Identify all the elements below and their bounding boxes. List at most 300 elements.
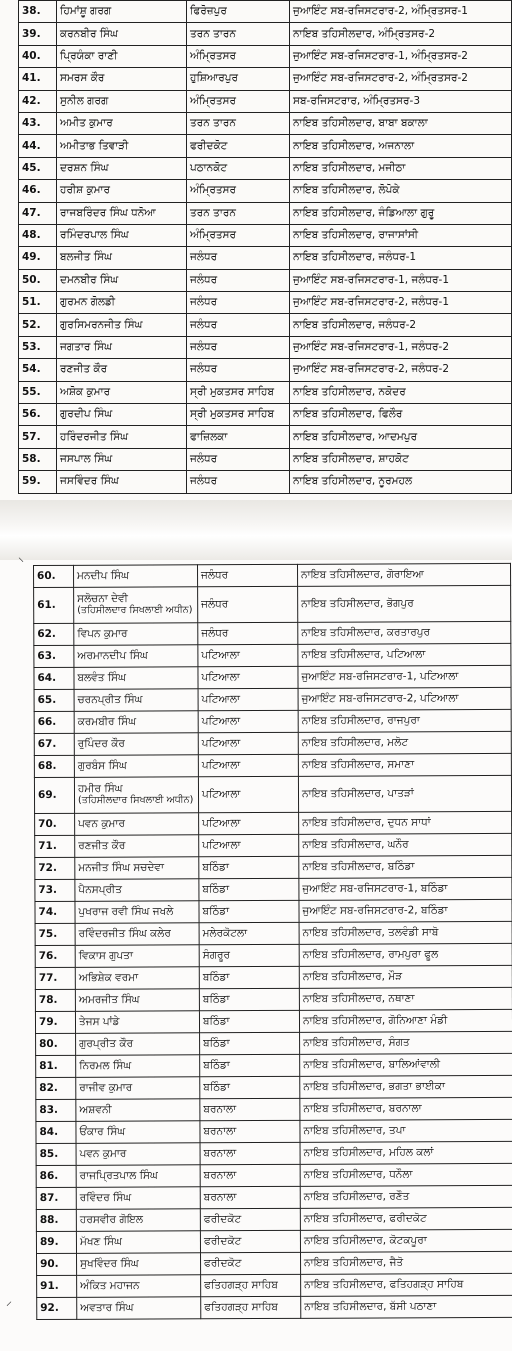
district-cell: ਫਤਿਹਗੜ੍ਹ ਸਾਹਿਬ xyxy=(201,1296,301,1318)
posting-table-page-1 xyxy=(18,0,512,494)
new-posting-cell: ਨਾਇਬ ਤਹਿਸੀਲਦਾਰ, ਭਗਤਾ ਭਾਈਕਾ xyxy=(300,1075,512,1098)
table-row xyxy=(19,292,512,314)
officer-name-cell xyxy=(74,689,198,712)
officer-name: ਦਰਸ਼ਨ ਸਿੰਘ xyxy=(60,161,109,174)
table-row xyxy=(36,1053,512,1077)
district-cell: ਅੰਮ੍ਰਿਤਸਰ xyxy=(187,180,290,202)
new-posting-cell: ਨਾਇਬ ਤਹਿਸੀਲਦਾਰ, ਬਠਿੰਡਾ xyxy=(299,855,512,878)
new-posting-cell: ਜੁਆਇੰਟ ਸਬ-ਰਜਿਸਟਰਾਰ-1, ਬਠਿੰਡਾ xyxy=(299,877,512,900)
new-posting-cell: ਨਾਇਬ ਤਹਿਸੀਲਦਾਰ, ਨਥਾਣਾ xyxy=(299,987,512,1010)
table-row xyxy=(19,471,512,493)
district-cell: ਜਲੰਧਰ xyxy=(198,564,298,586)
serial-number-cell: 81. xyxy=(36,1055,76,1077)
table-row xyxy=(19,1,512,23)
officer-name: ਰਾਜੀਵ ਕੁਮਾਰ xyxy=(79,1081,133,1094)
officer-name: ਪੁਖਰਾਜ ਰਵੀ ਸਿੰਘ ਜਖਲੇ xyxy=(78,905,174,918)
officer-name-cell xyxy=(77,1297,201,1320)
officer-name-cell xyxy=(74,565,198,588)
officer-name: ਗੁਰਪ੍ਰੀਤ ਕੌਰ xyxy=(79,1037,134,1050)
officer-name: ਸਮਰਸ ਕੌਰ xyxy=(60,72,105,85)
officer-name: ਚਰਨਪ੍ਰੀਤ ਸਿੰਘ xyxy=(77,693,143,706)
officer-name: ਅੰਕਿਤ ਮਹਾਜਨ xyxy=(80,1279,140,1292)
new-posting-cell: ਨਾਇਬ ਤਹਿਸੀਲਦਾਰ, ਮਲੋਟ xyxy=(298,731,511,754)
serial-number-cell: 69. xyxy=(34,777,74,813)
district-cell: ਹੁਸ਼ਿਆਰਪੁਰ xyxy=(187,68,290,90)
document-page-1 xyxy=(0,0,512,500)
officer-name-cell xyxy=(75,879,199,902)
table-row xyxy=(34,643,511,667)
table-row xyxy=(19,23,512,45)
serial-number-cell: 40. xyxy=(19,45,57,67)
new-posting-cell: ਨਾਇਬ ਤਹਿਸੀਲਦਾਰ, ਰਾਮਪੁਰਾ ਫੂਲ xyxy=(299,943,512,966)
new-posting-cell: ਨਾਇਬ ਤਹਿਸੀਲਦਾਰ, ਜੰਡਿਆਲਾ ਗੁਰੂ xyxy=(290,202,512,224)
serial-number-cell: 38. xyxy=(19,1,57,23)
table-row xyxy=(37,1273,512,1297)
district-cell: ਬਰਨਾਲਾ xyxy=(200,1164,300,1186)
table-row xyxy=(19,269,512,291)
officer-name-cell xyxy=(76,1187,200,1210)
table-row xyxy=(35,943,512,967)
officer-name-cell xyxy=(57,471,187,493)
officer-name: ਬਲਵੰਤ ਸਿੰਘ xyxy=(77,671,126,684)
district-cell: ਪਟਿਆਲਾ xyxy=(198,732,298,754)
table-row xyxy=(19,45,512,67)
table-row xyxy=(36,1229,512,1253)
table-row xyxy=(36,1163,512,1187)
pen-mark: ⸝ xyxy=(6,1294,13,1308)
officer-name: ਰਮਿੰਦਰਪਾਲ ਸਿੰਘ xyxy=(60,229,129,242)
officer-name-cell xyxy=(76,1077,200,1100)
officer-name-cell xyxy=(57,68,187,90)
serial-number-cell: 75. xyxy=(35,923,75,945)
serial-number-cell: 58. xyxy=(19,448,57,470)
officer-name-cell xyxy=(57,135,187,157)
officer-name: ਰਾਜਪ੍ਰਿਤਪਾਲ ਸਿੰਘ xyxy=(79,1169,158,1182)
new-posting-cell: ਨਾਇਬ ਤਹਿਸੀਲਦਾਰ, ਬੱਸੀ ਪਠਾਣਾ xyxy=(301,1295,512,1318)
serial-number-cell: 87. xyxy=(36,1187,76,1209)
serial-number-cell: 83. xyxy=(36,1099,76,1121)
district-cell: ਜਲੰਧਰ xyxy=(187,448,290,470)
officer-name: ਰਾਜਬਰਿੰਦਰ ਸਿੰਘ ਧਨੋਆ xyxy=(60,206,156,219)
district-cell: ਪਟਿਆਲਾ xyxy=(199,812,299,834)
table-row xyxy=(36,1141,512,1165)
district-cell: ਪਟਿਆਲਾ xyxy=(198,666,298,688)
officer-name-cell xyxy=(74,755,198,778)
officer-name: ਓਂਕਾਰ ਸਿੰਘ xyxy=(79,1125,126,1138)
new-posting-cell: ਨਾਇਬ ਤਹਿਸੀਲਦਾਰ, ਲੋਪੋਕੇ xyxy=(290,180,512,202)
officer-name-cell xyxy=(75,1011,199,1034)
officer-name-cell xyxy=(76,1143,200,1166)
new-posting-cell: ਨਾਇਬ ਤਹਿਸੀਲਦਾਰ, ਅਜਨਾਲਾ xyxy=(290,135,512,157)
officer-name-cell xyxy=(74,711,198,734)
district-cell: ਸ੍ਰੀ ਮੁਕਤਸਰ ਸਾਹਿਬ xyxy=(187,404,290,426)
officer-name-cell xyxy=(75,945,199,968)
new-posting-cell: ਨਾਇਬ ਤਹਿਸੀਲਦਾਰ, ਮੌੜ xyxy=(299,965,512,988)
new-posting-cell: ਨਾਇਬ ਤਹਿਸੀਲਦਾਰ, ਘਨੌਰ xyxy=(299,833,512,856)
district-cell: ਫਤਿਹਗੜ੍ਹ ਸਾਹਿਬ xyxy=(201,1274,301,1296)
new-posting-cell: ਨਾਇਬ ਤਹਿਸੀਲਦਾਰ, ਮਜੀਠਾ xyxy=(290,157,512,179)
officer-name: ਅਮਰਜੀਤ ਸਿੰਘ xyxy=(78,993,140,1006)
new-posting-cell: ਨਾਇਬ ਤਹਿਸੀਲਦਾਰ, ਫਰੀਦਕੋਟ xyxy=(300,1207,512,1230)
officer-name-cell xyxy=(57,269,187,291)
officer-name-cell xyxy=(76,1209,200,1232)
new-posting-cell: ਨਾਇਬ ਤਹਿਸੀਲਦਾਰ, ਸੰਗਤ xyxy=(300,1031,512,1054)
table-row xyxy=(19,247,512,269)
officer-name: ਅਵਤਾਰ ਸਿੰਘ xyxy=(80,1301,134,1314)
table-row xyxy=(35,899,512,923)
serial-number-cell: 51. xyxy=(19,292,57,314)
district-cell: ਪਟਿਆਲਾ xyxy=(198,776,298,812)
officer-name: ਪਵਨ ਕੁਮਾਰ xyxy=(78,817,125,830)
table-row xyxy=(19,381,512,403)
table-row xyxy=(19,336,512,358)
district-cell: ਫਿਰੋਜ਼ਪੁਰ xyxy=(187,1,290,23)
new-posting-cell: ਨਾਇਬ ਤਹਿਸੀਲਦਾਰ, ਕੋਟਕਪੂਰਾ xyxy=(300,1229,512,1252)
new-posting-cell: ਨਾਇਬ ਤਹਿਸੀਲਦਾਰ, ਰਾਜਾਸਾਂਸੀ xyxy=(290,224,512,246)
table-row xyxy=(19,359,512,381)
new-posting-cell: ਨਾਇਬ ਤਹਿਸੀਲਦਾਰ, ਤਲਵੰਡੀ ਸਾਬੋ xyxy=(299,921,512,944)
district-cell: ਫਰੀਦਕੋਟ xyxy=(187,135,290,157)
serial-number-cell: 61. xyxy=(34,587,74,623)
posting-table-body xyxy=(34,563,512,1319)
officer-name-cell xyxy=(57,157,187,179)
serial-number-cell: 80. xyxy=(36,1033,76,1055)
officer-name-cell xyxy=(57,247,187,269)
district-cell: ਪਟਿਆਲਾ xyxy=(198,754,298,776)
district-cell: ਬਠਿੰਡਾ xyxy=(200,1032,300,1054)
officer-name-cell xyxy=(74,623,198,646)
district-cell: ਪਠਾਨਕੋਟ xyxy=(187,157,290,179)
table-row xyxy=(34,563,511,587)
officer-name: ਰੁਪਿੰਦਰ ਕੌਰ xyxy=(77,737,125,750)
district-cell: ਫਰੀਦਕੋਟ xyxy=(200,1208,300,1230)
officer-name-cell xyxy=(74,667,198,690)
table-row xyxy=(34,621,511,645)
officer-name-cell xyxy=(57,381,187,403)
new-posting-cell: ਨਾਇਬ ਤਹਿਸੀਲਦਾਰ, ਸ਼ਾਹਕੋਟ xyxy=(290,448,512,470)
serial-number-cell: 64. xyxy=(34,667,74,689)
officer-name: ਅਸ਼ੋਕ ਕੁਮਾਰ xyxy=(60,385,111,398)
officer-name-cell xyxy=(76,1099,200,1122)
table-row xyxy=(35,877,512,901)
serial-number-cell: 59. xyxy=(19,471,57,493)
table-row xyxy=(19,404,512,426)
new-posting-cell: ਜੁਆਇੰਟ ਸਬ-ਰਜਿਸਟਰਾਰ-1, ਜਲੰਧਰ-2 xyxy=(290,336,512,358)
officer-name: ਅਮੀਤ ਕੁਮਾਰ xyxy=(60,117,113,130)
serial-number-cell: 60. xyxy=(34,565,74,587)
new-posting-cell: ਨਾਇਬ ਤਹਿਸੀਲਦਾਰ, ਪਟਿਆਲਾ xyxy=(298,643,511,666)
table-row xyxy=(36,1185,512,1209)
officer-name: ਰਣਜੀਤ ਕੌਰ xyxy=(78,839,126,852)
officer-name: ਮਨਜੀਤ ਸਿੰਘ ਸਚਦੇਵਾ xyxy=(78,861,165,874)
district-cell: ਬਰਨਾਲਾ xyxy=(200,1098,300,1120)
district-cell: ਬਠਿੰਡਾ xyxy=(199,900,299,922)
district-cell: ਬਰਨਾਲਾ xyxy=(200,1142,300,1164)
officer-name-cell xyxy=(57,404,187,426)
table-row xyxy=(35,987,512,1011)
new-posting-cell: ਨਾਇਬ ਤਹਿਸੀਲਦਾਰ, ਧਨੌਲਾ xyxy=(300,1163,512,1186)
officer-name: ਸੁਨੀਲ ਗਰਗ xyxy=(60,94,109,107)
district-cell: ਤਰਨ ਤਾਰਨ xyxy=(187,202,290,224)
district-cell: ਅੰਮ੍ਰਿਤਸਰ xyxy=(187,224,290,246)
serial-number-cell: 89. xyxy=(36,1231,76,1253)
officer-name: ਅਰਮਾਨਦੀਪ ਸਿੰਘ xyxy=(77,649,148,662)
new-posting-cell: ਨਾਇਬ ਤਹਿਸੀਲਦਾਰ, ਆਦਮਪੁਰ xyxy=(290,426,512,448)
serial-number-cell: 49. xyxy=(19,247,57,269)
table-row xyxy=(36,1075,512,1099)
officer-name-cell xyxy=(75,923,199,946)
table-row xyxy=(34,709,511,733)
serial-number-cell: 62. xyxy=(34,623,74,645)
officer-name: ਰਵਿੰਦਰਜੀਤ ਸਿੰਘ ਕਲੇਰ xyxy=(78,927,171,940)
table-row xyxy=(19,426,512,448)
new-posting-cell: ਜੁਆਇੰਟ ਸਬ-ਰਜਿਸਟਰਾਰ-2, ਪਟਿਆਲਾ xyxy=(298,687,511,710)
table-row xyxy=(37,1251,512,1275)
table-row xyxy=(35,965,512,989)
district-cell: ਬਠਿੰਡਾ xyxy=(199,988,299,1010)
officer-name: ਬਲਜੀਤ ਸਿੰਘ xyxy=(60,251,112,264)
training-note: (ਤਹਿਸੀਲਦਾਰ ਸਿਖਲਾਈ ਅਧੀਨ) xyxy=(78,794,194,806)
serial-number-cell: 77. xyxy=(35,967,75,989)
officer-name-cell xyxy=(75,989,199,1012)
officer-name: ਅਸ਼ਵਨੀ xyxy=(79,1103,112,1116)
serial-number-cell: 88. xyxy=(36,1209,76,1231)
officer-name-cell xyxy=(75,901,199,924)
new-posting-cell: ਨਾਇਬ ਤਹਿਸੀਲਦਾਰ, ਭੋਗਪੁਰ xyxy=(298,585,511,622)
table-row xyxy=(19,68,512,90)
district-cell: ਪਟਿਆਲਾ xyxy=(198,710,298,732)
officer-name-cell xyxy=(57,202,187,224)
new-posting-cell: ਨਾਇਬ ਤਹਿਸੀਲਦਾਰ, ਫਿਲੌਰ xyxy=(290,404,512,426)
table-row xyxy=(19,90,512,112)
district-cell: ਤਰਨ ਤਾਰਨ xyxy=(187,23,290,45)
serial-number-cell: 72. xyxy=(35,857,75,879)
serial-number-cell: 47. xyxy=(19,202,57,224)
serial-number-cell: 53. xyxy=(19,336,57,358)
table-row xyxy=(34,775,511,813)
new-posting-cell: ਜੁਆਇੰਟ ਸਬ-ਰਜਿਸਟਰਾਰ-2, ਅੰਮ੍ਰਿਤਸਰ-2 xyxy=(290,68,512,90)
serial-number-cell: 70. xyxy=(35,813,75,835)
officer-name-cell xyxy=(57,426,187,448)
new-posting-cell: ਨਾਇਬ ਤਹਿਸੀਲਦਾਰ, ਬਾਬਾ ਬਕਾਲਾ xyxy=(290,112,512,134)
district-cell: ਫਾਜ਼ਿਲਕਾ xyxy=(187,426,290,448)
serial-number-cell: 44. xyxy=(19,135,57,157)
new-posting-cell: ਜੁਆਇੰਟ ਸਬ-ਰਜਿਸਟਰਾਰ-1, ਅੰਮ੍ਰਿਤਸਰ-2 xyxy=(290,45,512,67)
table-row xyxy=(19,180,512,202)
district-cell: ਜਲੰਧਰ xyxy=(187,314,290,336)
table-row xyxy=(19,314,512,336)
table-row xyxy=(35,833,512,857)
district-cell: ਤਰਨ ਤਾਰਨ xyxy=(187,112,290,134)
new-posting-cell: ਨਾਇਬ ਤਹਿਸੀਲਦਾਰ, ਰਾਜਪੁਰਾ xyxy=(298,709,511,732)
serial-number-cell: 92. xyxy=(37,1297,77,1319)
district-cell: ਜਲੰਧਰ xyxy=(198,586,298,622)
officer-name-cell xyxy=(75,835,199,858)
officer-name: ਜਗਤਾਰ ਸਿੰਘ xyxy=(60,341,112,354)
district-cell: ਬਠਿੰਡਾ xyxy=(199,856,299,878)
district-cell: ਬਰਨਾਲਾ xyxy=(200,1186,300,1208)
new-posting-cell: ਨਾਇਬ ਤਹਿਸੀਲਦਾਰ, ਪਾਤੜਾਂ xyxy=(298,775,511,812)
new-posting-cell: ਜੁਆਇੰਟ ਸਬ-ਰਜਿਸਟਰਾਰ-1, ਪਟਿਆਲਾ xyxy=(298,665,511,688)
district-cell: ਬਰਨਾਲਾ xyxy=(200,1120,300,1142)
table-row xyxy=(34,731,511,755)
officer-name-cell xyxy=(57,448,187,470)
officer-name-cell xyxy=(57,292,187,314)
serial-number-cell: 85. xyxy=(36,1143,76,1165)
new-posting-cell: ਨਾਇਬ ਤਹਿਸੀਲਦਾਰ, ਕਰਤਾਰਪੁਰ xyxy=(298,621,511,644)
officer-name-cell xyxy=(57,23,187,45)
officer-name: ਅਮੀਤਾਭ ਤਿਵਾੜੀ xyxy=(60,139,129,152)
officer-name: ਪ੍ਰਿਯੰਕਾ ਰਾਣੀ xyxy=(60,49,118,62)
table-row xyxy=(19,112,512,134)
new-posting-cell: ਨਾਇਬ ਤਹਿਸੀਲਦਾਰ, ਗੋਨਿਆਣਾ ਮੰਡੀ xyxy=(299,1009,512,1032)
district-cell: ਸ੍ਰੀ ਮੁਕਤਸਰ ਸਾਹਿਬ xyxy=(187,381,290,403)
posting-table-page-2 xyxy=(33,563,512,1320)
officer-name-cell xyxy=(57,336,187,358)
officer-name: ਗੁਰਮਨ ਗੋਲਡੀ xyxy=(60,296,116,309)
district-cell: ਪਟਿਆਲਾ xyxy=(199,834,299,856)
district-cell: ਜਲੰਧਰ xyxy=(198,622,298,644)
officer-name: ਹਰਿੰਦਰਜੀਤ ਸਿੰਘ xyxy=(60,430,129,443)
pen-mark: ⸜ xyxy=(18,550,25,564)
new-posting-cell: ਨਾਇਬ ਤਹਿਸੀਲਦਾਰ, ਦੁਧਨ ਸਾਧਾਂ xyxy=(299,811,512,834)
officer-name: ਸੁਖਵਿੰਦਰ ਸਿੰਘ xyxy=(80,1257,139,1270)
district-cell: ਜਲੰਧਰ xyxy=(187,292,290,314)
new-posting-cell: ਨਾਇਬ ਤਹਿਸੀਲਦਾਰ, ਨਕੋਦਰ xyxy=(290,381,512,403)
officer-name-cell xyxy=(57,314,187,336)
serial-number-cell: 56. xyxy=(19,404,57,426)
officer-name-cell xyxy=(57,180,187,202)
serial-number-cell: 86. xyxy=(36,1165,76,1187)
training-note: (ਤਹਿਸੀਲਦਾਰ ਸਿਖਲਾਈ ਅਧੀਨ) xyxy=(77,604,193,616)
officer-name-cell xyxy=(74,777,198,814)
officer-name-cell xyxy=(57,359,187,381)
officer-name: ਕਰਨਬੀਰ ਸਿੰਘ xyxy=(60,27,118,40)
serial-number-cell: 76. xyxy=(35,945,75,967)
officer-name-cell xyxy=(76,1165,200,1188)
serial-number-cell: 79. xyxy=(35,1011,75,1033)
serial-number-cell: 68. xyxy=(34,755,74,777)
table-row xyxy=(19,224,512,246)
serial-number-cell: 71. xyxy=(35,835,75,857)
officer-name: ਮੱਖਣ ਸਿੰਘ xyxy=(79,1235,122,1248)
table-row xyxy=(34,585,511,623)
district-cell: ਬਠਿੰਡਾ xyxy=(200,1076,300,1098)
officer-name-cell xyxy=(57,224,187,246)
district-cell: ਜਲੰਧਰ xyxy=(187,359,290,381)
district-cell: ਮਲੇਰਕੋਟਲਾ xyxy=(199,922,299,944)
new-posting-cell: ਨਾਇਬ ਤਹਿਸੀਲਦਾਰ, ਸਮਾਣਾ xyxy=(298,753,511,776)
new-posting-cell: ਸਬ-ਰਜਿਸਟਰਾਰ, ਅੰਮ੍ਰਿਤਸਰ-3 xyxy=(290,90,512,112)
district-cell: ਜਲੰਧਰ xyxy=(187,471,290,493)
officer-name: ਜਸਪਾਲ ਸਿੰਘ xyxy=(60,453,113,465)
officer-name-cell xyxy=(74,733,198,756)
district-cell: ਬਠਿੰਡਾ xyxy=(200,1054,300,1076)
officer-name-cell xyxy=(74,645,198,668)
new-posting-cell: ਨਾਇਬ ਤਹਿਸੀਲਦਾਰ, ਤਪਾ xyxy=(300,1119,512,1142)
serial-number-cell: 54. xyxy=(19,359,57,381)
officer-name-cell xyxy=(76,1231,200,1254)
new-posting-cell: ਨਾਇਬ ਤਹਿਸੀਲਦਾਰ, ਰਣੌਤ xyxy=(300,1185,512,1208)
table-row xyxy=(19,157,512,179)
officer-name: ਹਰੀਸ਼ ਕੁਮਾਰ xyxy=(60,184,111,197)
new-posting-cell: ਨਾਇਬ ਤਹਿਸੀਲਦਾਰ, ਮਹਿਲ ਕਲਾਂ xyxy=(300,1141,512,1164)
district-cell: ਪਟਿਆਲਾ xyxy=(198,688,298,710)
officer-name: ਹਮੀਰ ਸਿੰਘ xyxy=(77,782,123,795)
officer-name-cell xyxy=(57,112,187,134)
serial-number-cell: 63. xyxy=(34,645,74,667)
table-row xyxy=(36,1119,512,1143)
district-cell: ਜਲੰਧਰ xyxy=(187,247,290,269)
serial-number-cell: 39. xyxy=(19,23,57,45)
new-posting-cell: ਜੁਆਇੰਟ ਸਬ-ਰਜਿਸਟਰਾਰ-1, ਜਲੰਧਰ-1 xyxy=(290,269,512,291)
officer-name-cell xyxy=(74,587,198,624)
posting-table-body xyxy=(19,1,512,494)
table-row xyxy=(19,448,512,470)
officer-name: ਵਿਕਾਸ ਗੁਪਤਾ xyxy=(78,949,133,962)
officer-name-cell xyxy=(77,1253,201,1276)
district-cell: ਬਠਿੰਡਾ xyxy=(199,1010,299,1032)
new-posting-cell: ਜੁਆਇੰਟ ਸਬ-ਰਜਿਸਟਰਾਰ-2, ਜਲੰਧਰ-2 xyxy=(290,359,512,381)
officer-name-cell xyxy=(57,90,187,112)
officer-name: ਕਰਮਬੀਰ ਸਿੰਘ xyxy=(77,715,137,728)
district-cell: ਜਲੰਧਰ xyxy=(187,269,290,291)
officer-name: ਜਸਵਿੰਦਰ ਸਿੰਘ xyxy=(60,475,119,488)
table-row xyxy=(19,202,512,224)
officer-name: ਪੈਨਸਪ੍ਰੀਤ xyxy=(78,883,122,896)
district-cell: ਜਲੰਧਰ xyxy=(187,336,290,358)
serial-number-cell: 46. xyxy=(19,180,57,202)
serial-number-cell: 78. xyxy=(35,989,75,1011)
officer-name-cell xyxy=(57,45,187,67)
serial-number-cell: 52. xyxy=(19,314,57,336)
district-cell: ਬਠਿੰਡਾ xyxy=(199,878,299,900)
serial-number-cell: 90. xyxy=(37,1253,77,1275)
officer-name: ਤੇਜਸ ਪਾਂਡੇ xyxy=(78,1015,120,1028)
new-posting-cell: ਨਾਇਬ ਤਹਿਸੀਲਦਾਰ, ਗੋਰਾਇਆ xyxy=(297,563,510,586)
serial-number-cell: 91. xyxy=(37,1275,77,1297)
officer-name: ਰਵਿੰਦਰ ਸਿੰਘ xyxy=(79,1191,132,1204)
serial-number-cell: 65. xyxy=(34,689,74,711)
serial-number-cell: 55. xyxy=(19,381,57,403)
district-cell: ਬਠਿੰਡਾ xyxy=(199,966,299,988)
serial-number-cell: 50. xyxy=(19,269,57,291)
officer-name-cell xyxy=(57,1,187,23)
district-cell: ਅੰਮ੍ਰਿਤਸਰ xyxy=(187,45,290,67)
serial-number-cell: 82. xyxy=(36,1077,76,1099)
table-row xyxy=(35,1009,512,1033)
table-row xyxy=(36,1207,512,1231)
table-row xyxy=(34,753,511,777)
serial-number-cell: 45. xyxy=(19,157,57,179)
district-cell: ਫਰੀਦਕੋਟ xyxy=(201,1252,301,1274)
serial-number-cell: 67. xyxy=(34,733,74,755)
officer-name: ਹਿਮਾਂਸ਼ੂ ਗਰਗ xyxy=(60,5,112,18)
serial-number-cell: 84. xyxy=(36,1121,76,1143)
officer-name-cell xyxy=(75,813,199,836)
officer-name: ਗੁਰਸਿਮਰਨਜੀਤ ਸਿੰਘ xyxy=(60,318,143,331)
table-row xyxy=(36,1097,512,1121)
officer-name-cell xyxy=(75,857,199,880)
table-row xyxy=(19,135,512,157)
serial-number-cell: 42. xyxy=(19,90,57,112)
serial-number-cell: 66. xyxy=(34,711,74,733)
table-row xyxy=(34,687,511,711)
serial-number-cell: 73. xyxy=(35,879,75,901)
officer-name-cell xyxy=(77,1275,201,1298)
page-gap xyxy=(0,500,512,560)
district-cell: ਸੰਗਰੂਰ xyxy=(199,944,299,966)
